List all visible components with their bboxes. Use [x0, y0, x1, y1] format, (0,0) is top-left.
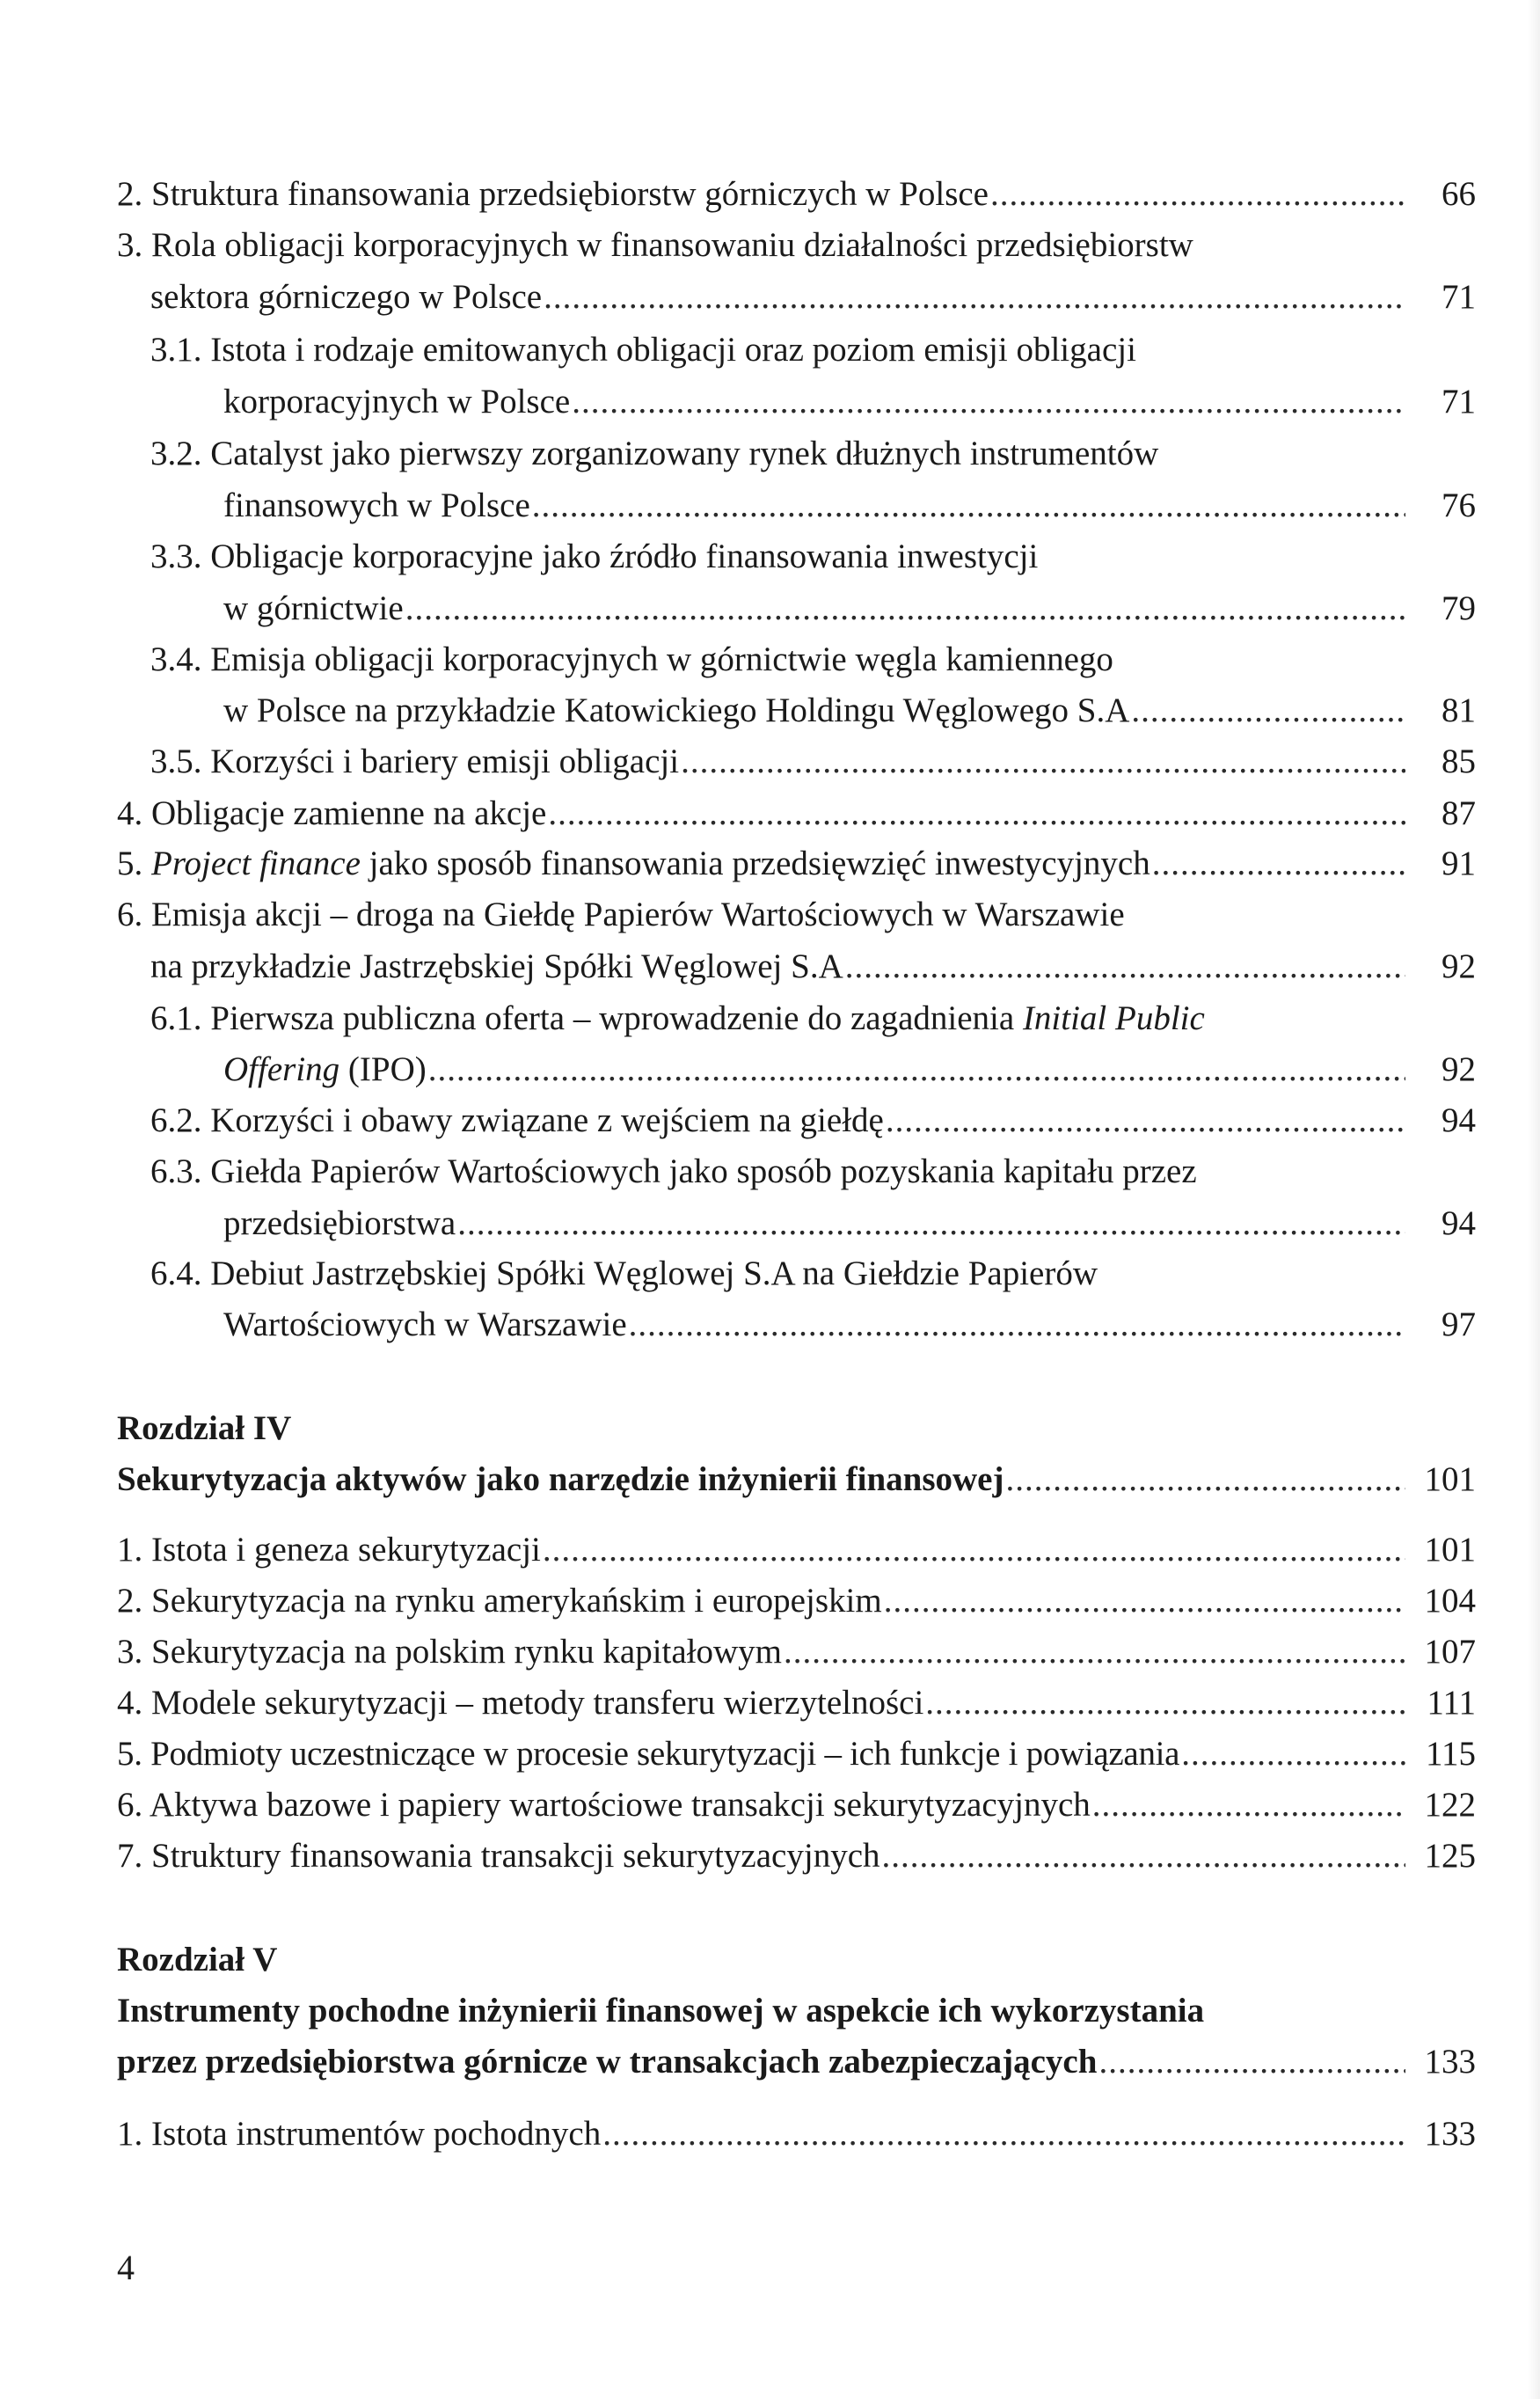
chapter-4-label: Rozdział IV	[117, 1409, 292, 1447]
chapter-4-item: 5. Podmioty uczestniczące w procesie sekurytyzacji – ich funkcje i powiązania ..... 115	[117, 1731, 1476, 1777]
toc-entry-continuation: Offering (IPO) ..... 92	[223, 1047, 1476, 1093]
chapter-4-item: 4. Modele sekurytyzacji – metody transferu wierzytelności ..... 111	[117, 1680, 1476, 1726]
chapter-5-item: 1. Istota instrumentów pochodnych ..... 133	[117, 2111, 1476, 2157]
toc-entry-continuation: na przykładzie Jastrzębskiej Spółki Węglowej S.A ..... 92	[150, 944, 1476, 990]
toc-entry: 3.4. Emisja obligacji korporacyjnych w górnictwie węgla kamiennego	[150, 640, 1113, 678]
toc-entry-continuation: Wartościowych w Warszawie ..... 97	[223, 1302, 1476, 1348]
toc-entry: 3. Rola obligacji korporacyjnych w finansowaniu działalności przedsiębiorstw	[117, 226, 1193, 264]
toc-entry: 6.4. Debiut Jastrzębskiej Spółki Węglowej S.A na Giełdzie Papierów	[150, 1254, 1098, 1292]
toc-entry-continuation: w Polsce na przykładzie Katowickiego Holdingu Węglowego S.A ..... 81	[223, 688, 1476, 734]
chapter-4-item: 1. Istota i geneza sekurytyzacji ..... 101	[117, 1527, 1476, 1573]
toc-entry-continuation: korporacyjnych w Polsce ..... 71	[223, 379, 1476, 425]
toc-entry: 6. Emisja akcji – droga na Giełdę Papierów Wartościowych w Warszawie	[117, 896, 1125, 933]
chapter-5-title-line1: Instrumenty pochodne inżynierii finansowej w aspekcie ich wykorzystania	[117, 1992, 1205, 2030]
chapter-4-item: 6. Aktywa bazowe i papiery wartościowe transakcji sekurytyzacyjnych ..... 122	[117, 1782, 1476, 1828]
toc-entry-continuation: sektora górniczego w Polsce ..... 71	[150, 274, 1476, 320]
toc-entry: 6.1. Pierwsza publiczna oferta – wprowadzenie do zagadnienia Initial Public	[150, 999, 1205, 1037]
toc-entry: 3.3. Obligacje korporacyjne jako źródło finansowania inwestycji	[150, 538, 1039, 575]
chapter-4-title: Sekurytyzacja aktywów jako narzędzie inżynierii finansowej ..... 101	[117, 1457, 1476, 1503]
toc-entry-continuation: przedsiębiorstwa ..... 94	[223, 1201, 1476, 1247]
toc-entry: 3.5. Korzyści i bariery emisji obligacji ..... 85	[150, 739, 1476, 785]
page-number: 4	[117, 2248, 135, 2287]
toc-entry: 2. Struktura finansowania przedsiębiorstw górniczych w Polsce ..... 66	[117, 172, 1476, 217]
toc-entry: 5. Project finance jako sposób finansowania przedsięwzięć inwestycyjnych ..... 91	[117, 841, 1476, 887]
toc-entry-continuation: finansowych w Polsce ..... 76	[223, 483, 1476, 529]
toc-entry: 3.1. Istota i rodzaje emitowanych obligacji oraz poziom emisji obligacji	[150, 331, 1136, 369]
scan-edge	[1528, 0, 1540, 2399]
chapter-4-item: 3. Sekurytyzacja na polskim rynku kapitałowym ..... 107	[117, 1629, 1476, 1675]
toc-entry: 3.2. Catalyst jako pierwszy zorganizowany rynek dłużnych instrumentów	[150, 435, 1159, 472]
toc-entry: 4. Obligacje zamienne na akcje ..... 87	[117, 791, 1476, 837]
toc-entry: 6.2. Korzyści i obawy związane z wejściem na giełdę ..... 94	[150, 1098, 1476, 1144]
toc-entry: 6.3. Giełda Papierów Wartościowych jako sposób pozyskania kapitału przez	[150, 1152, 1197, 1190]
toc-entry-continuation: w górnictwie ..... 79	[223, 586, 1476, 632]
chapter-5-title-line2: przez przedsiębiorstwa górnicze w transakcjach zabezpieczających ..... 133	[117, 2039, 1476, 2085]
chapter-5-label: Rozdział V	[117, 1941, 278, 1978]
chapter-4-item: 7. Struktury finansowania transakcji sekurytyzacyjnych ..... 125	[117, 1833, 1476, 1879]
chapter-4-item: 2. Sekurytyzacja na rynku amerykańskim i europejskim ..... 104	[117, 1578, 1476, 1624]
